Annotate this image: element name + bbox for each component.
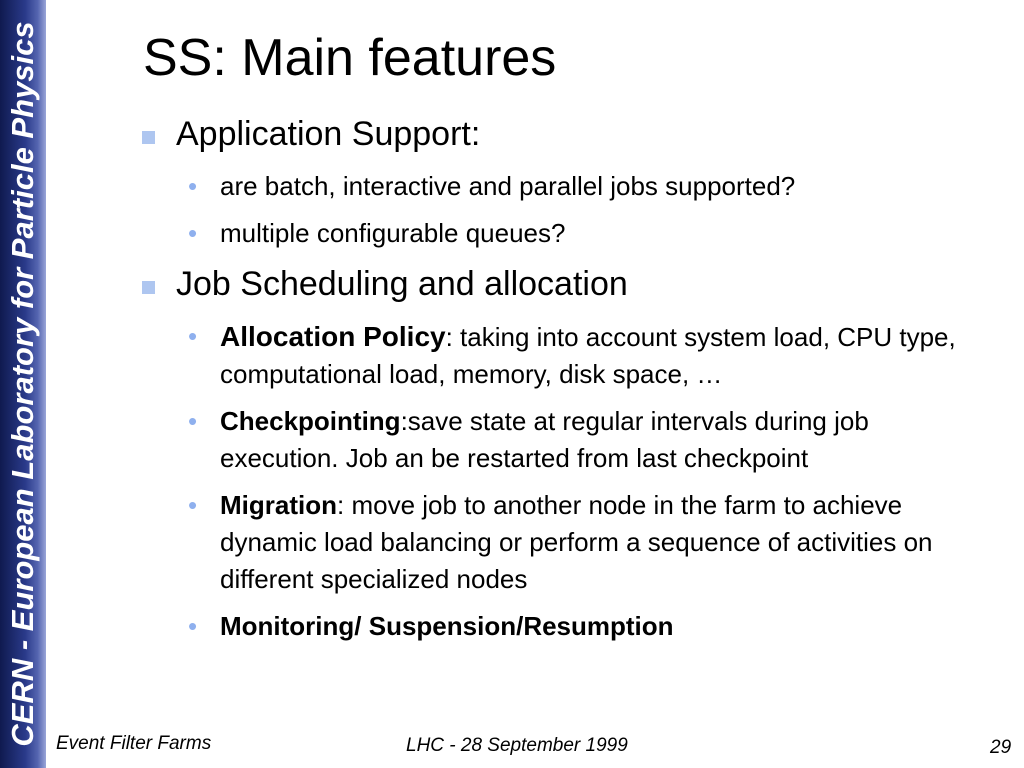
list-item-checkpointing: • Checkpointing:save state at regular intervals during job execution. Job an be restarted from last checkpoint — [140, 403, 990, 477]
dot-bullet-icon: • — [188, 611, 198, 641]
application-support-list — [140, 168, 990, 252]
page-number: 29 — [990, 737, 1012, 758]
footer-title: Event Filter Farms — [56, 733, 212, 754]
list-item-monitoring — [140, 608, 990, 645]
slide-title: SS: Main features — [143, 29, 557, 87]
dot-bullet-icon: • — [188, 218, 198, 248]
term-label: Allocation Policy — [220, 321, 446, 352]
list-item-allocation-policy: • Allocation Policy: taking into account system load, CPU type, computational load, memory, disk space, … — [140, 318, 990, 393]
square-bullet-icon — [142, 281, 155, 294]
footer-date: LHC - 28 September 1999 — [406, 735, 628, 756]
dot-bullet-icon: • — [188, 321, 198, 351]
term-label: Monitoring/ Suspension/Resumption — [220, 611, 674, 641]
sidebar-band — [0, 0, 46, 768]
list-item-migration: • Migration: move job to another node in the farm to achieve dynamic load balancing or perform a sequence of activities on different specialized nodes — [140, 487, 990, 598]
section-heading-job-scheduling: Job Scheduling and allocation — [140, 262, 990, 306]
term-label: Checkpointing — [220, 406, 401, 436]
term-label: Migration — [220, 490, 337, 520]
dot-bullet-icon: • — [188, 490, 198, 520]
list-item: • multiple configurable queues? — [140, 215, 990, 252]
dot-bullet-icon: • — [188, 406, 198, 436]
job-scheduling-list — [140, 318, 990, 645]
slide-body — [140, 112, 990, 655]
organization-label: CERN - European Laboratory for Particle Physics — [5, 21, 40, 747]
section-heading-application-support: Application Support: — [140, 112, 990, 156]
dot-bullet-icon: • — [188, 171, 198, 201]
square-bullet-icon — [142, 131, 155, 144]
list-item: • are batch, interactive and parallel jobs supported? — [140, 168, 990, 205]
